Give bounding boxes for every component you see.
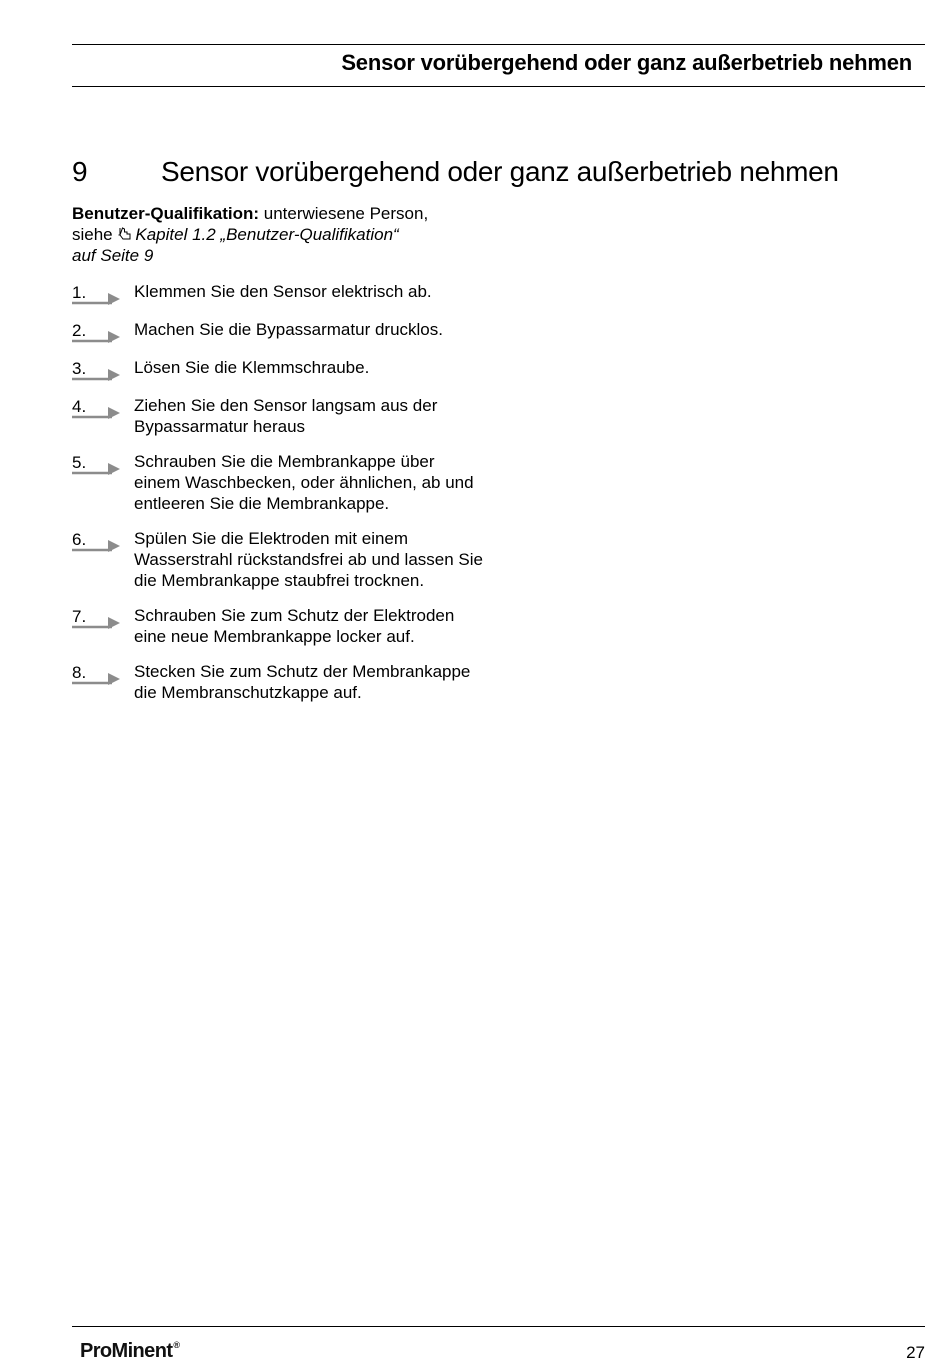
step-number: 2. [72, 321, 87, 340]
step-arrow-icon [72, 291, 122, 305]
step-number: 8. [72, 663, 87, 682]
step-item [72, 528, 492, 591]
chapter-number: 9 [72, 156, 88, 187]
step-number: 7. [72, 607, 87, 626]
step-item [72, 319, 492, 343]
logo-text: ProMinent [80, 1340, 173, 1362]
step-number: 3. [72, 359, 87, 378]
step-item [72, 451, 492, 514]
step-text: Schrauben Sie zum Schutz der Elektroden eine neue Membrankappe locker auf. [134, 606, 455, 646]
step-number: 5. [72, 453, 87, 472]
chapter-reference-link[interactable]: Kapitel 1.2 „Benutzer-Qualifikation“ [135, 225, 399, 244]
step-number: 1. [72, 283, 87, 302]
step-text: Stecken Sie zum Schutz der Membrankappe die Membranschutzkappe auf. [134, 662, 471, 702]
step-item [72, 605, 492, 647]
step-number: 6. [72, 530, 87, 549]
instruction-steps [72, 281, 492, 717]
qualification-see: siehe [72, 225, 118, 244]
page-number: 27 [906, 1343, 925, 1362]
qualification-value: unterwiesene Person, [259, 204, 429, 223]
step-arrow-icon [72, 405, 122, 419]
registered-mark: ® [173, 1340, 180, 1350]
page-reference-link[interactable]: auf Seite 9 [72, 246, 154, 265]
user-qualification [72, 203, 492, 266]
header-top-rule [72, 44, 925, 45]
step-arrow-icon [72, 671, 122, 685]
step-arrow-icon [72, 615, 122, 629]
step-arrow-icon [72, 329, 122, 343]
header-bottom-rule [72, 86, 925, 87]
step-text: Lösen Sie die Klemmschraube. [134, 358, 370, 377]
step-text: Schrauben Sie die Membrankappe über einem Waschbecken, oder ähnlichen, ab und entleeren Sie die Membrankappe. [134, 452, 474, 513]
step-item [72, 281, 492, 305]
prominent-logo [80, 1340, 179, 1363]
qualification-label: Benutzer-Qualifikation: [72, 204, 260, 223]
step-number: 4. [72, 397, 87, 416]
step-item [72, 395, 492, 437]
step-text: Klemmen Sie den Sensor elektrisch ab. [134, 282, 432, 301]
running-header-title: Sensor vorübergehend oder ganz außerbetrieb nehmen [341, 50, 912, 75]
step-text: Machen Sie die Bypassarmatur drucklos. [134, 320, 443, 339]
footer-rule [72, 1326, 925, 1327]
step-text: Spülen Sie die Elektroden mit einem Wasserstrahl rückstandsfrei ab und lassen Sie die Membrankappe staubfrei trocknen. [134, 529, 483, 590]
step-arrow-icon [72, 461, 122, 475]
chapter-title: Sensor vorübergehend oder ganz außerbetrieb nehmen [161, 156, 839, 187]
cross-reference-icon [117, 226, 133, 242]
step-arrow-icon [72, 367, 122, 381]
step-item [72, 661, 492, 703]
step-item [72, 357, 492, 381]
step-text: Ziehen Sie den Sensor langsam aus der Bypassarmatur heraus [134, 396, 438, 436]
step-arrow-icon [72, 538, 122, 552]
